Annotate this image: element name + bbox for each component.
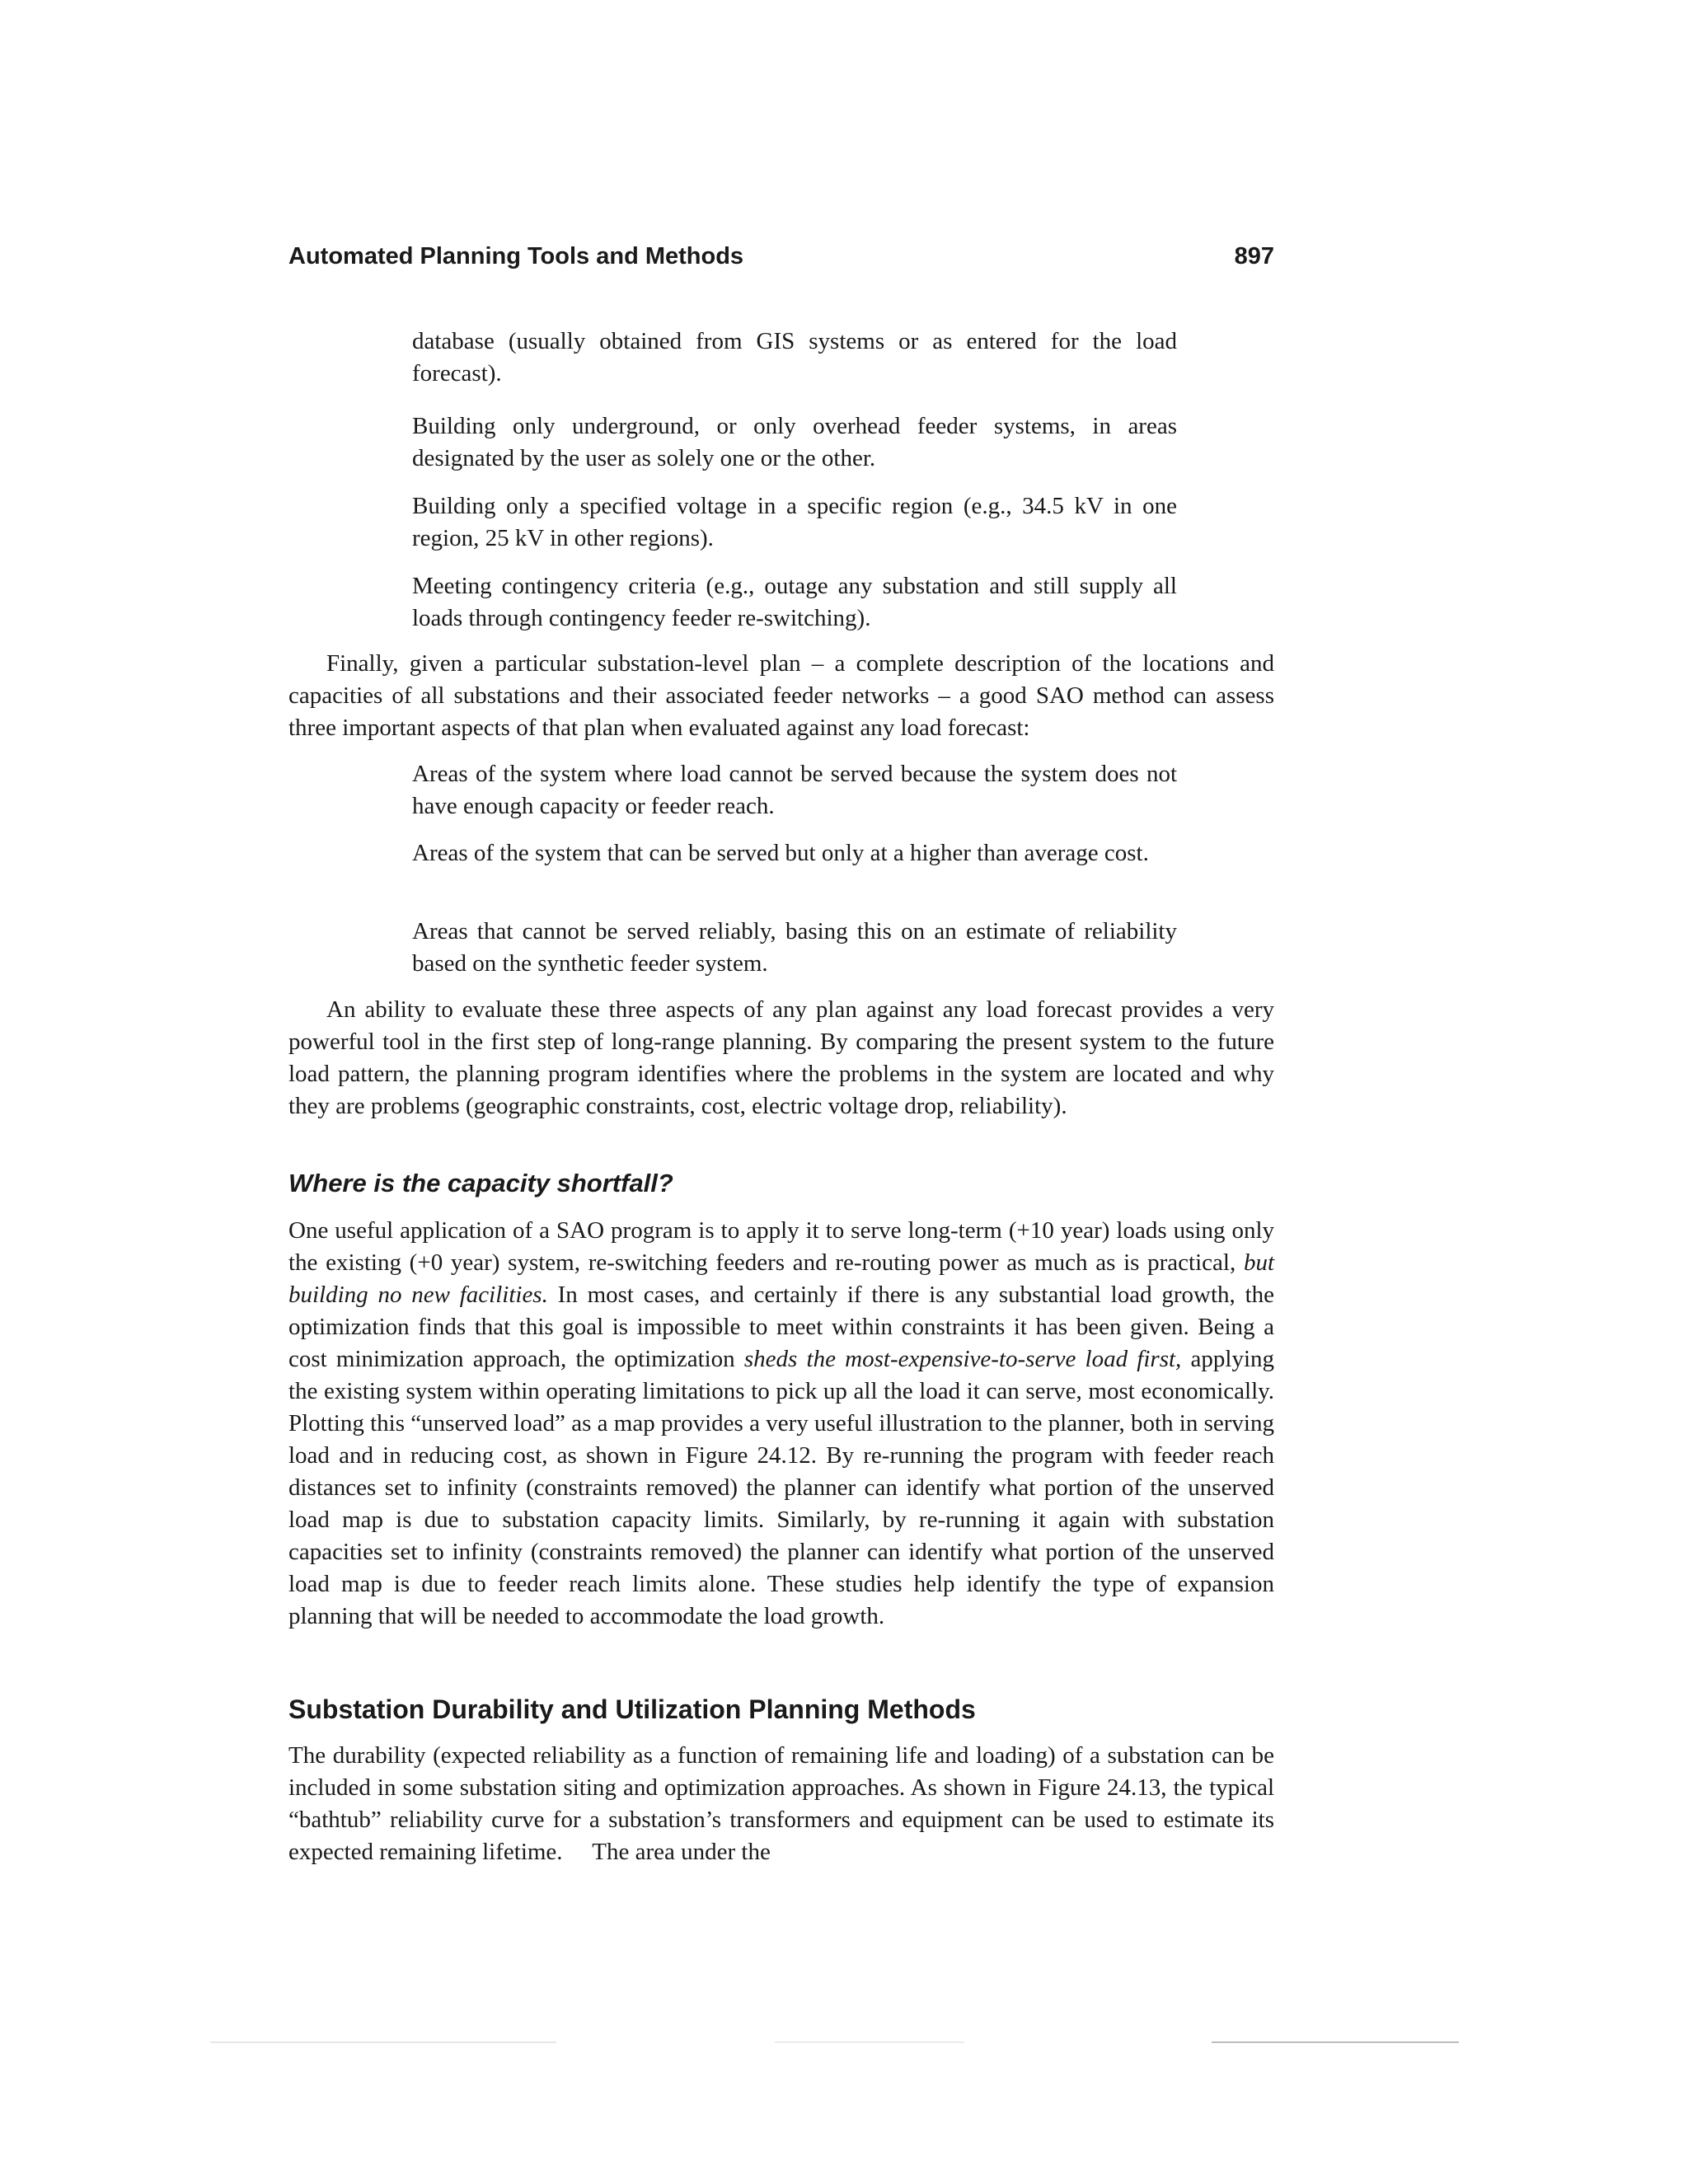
list-item: Areas that cannot be served reliably, basing this on an estimate of reliability based on the synthetic feeder system. <box>412 918 1177 977</box>
scan-artifact-line <box>1212 2041 1459 2043</box>
scan-artifact-line <box>775 2041 964 2043</box>
list-item: Building only underground, or only overhead feeder systems, in areas designated by the user as solely one or the other. <box>412 413 1177 471</box>
text-run: One useful application of a SAO program is to apply it to serve long-term (+10 year) loads using only the existing (+0 year) system, re-switching feeders and re-routing power as much as is practical, <box>288 1217 1274 1276</box>
scan-artifact-line <box>210 2041 556 2043</box>
emphasis-text: sheds the most-expensive-to-serve load first, <box>743 1346 1182 1372</box>
subheading-capacity-shortfall: Where is the capacity shortfall? <box>288 1169 673 1197</box>
list-item: Areas of the system where load cannot be served because the system does not have enough capacity or feeder reach. <box>412 761 1177 819</box>
page-number: 897 <box>1234 243 1274 269</box>
section-heading-substation-durability: Substation Durability and Utilization Planning Methods <box>288 1694 976 1724</box>
emphasis-text: but building no new facilities. <box>288 1249 1274 1308</box>
paragraph-finally: Finally, given a particular substation-level plan – a complete description of the locations and capacities of all substations and their associated feeder networks – a good SAO method can assess three important aspects of that plan when evaluated against any load forecast: <box>288 650 1274 741</box>
text-run: In most cases, and certainly if there is any substantial load growth, the optimization finds that this goal is impossible to meet within constraints it has been given. Being a cost minimization approach, the optimization <box>288 1282 1274 1372</box>
running-header <box>288 243 1274 279</box>
running-header-title: Automated Planning Tools and Methods <box>288 243 744 269</box>
paragraph-ability: An ability to evaluate these three aspects of any plan against any load forecast provides a very powerful tool in the first step of long-range planning. By comparing the present system to the future load pattern, the planning program identifies where the problems in the system are located and why they are problems (geographic constraints, cost, electric voltage drop, reliability). <box>288 996 1274 1119</box>
list-item: database (usually obtained from GIS systems or as entered for the load forecast). <box>412 328 1177 387</box>
list-item: Meeting contingency criteria (e.g., outage any substation and still supply all loads through contingency feeder re-switching). <box>412 573 1177 631</box>
paragraph-capacity-shortfall <box>288 1215 1274 1633</box>
text-run: applying the existing system within operating limitations to pick up all the load it can serve, most economically. Plotting this “unserved load” as a map provides a very useful illustration to the planner, both in serving load and in reducing cost, as shown in Figure 24.12. By re-running the program with feeder reach distances set to infinity (constraints removed) the planner can identify what portion of the unserved load map is due to substation capacity limits. Similarly, by re-running it again with substation capacities set to infinity (constraints removed) the planner can identify what portion of the unserved load map is due to feeder reach limits alone. These studies help identify the type of expansion planning that will be needed to accommodate the load growth. <box>288 1346 1274 1629</box>
list-item: Building only a specified voltage in a specific region (e.g., 34.5 kV in one region, 25 kV in other regions). <box>412 493 1177 551</box>
list-item: Areas of the system that can be served but only at a higher than average cost. <box>412 840 1149 866</box>
paragraph-durability: The durability (expected reliability as a function of remaining life and loading) of a substation can be included in some substation siting and optimization approaches. As shown in Figure 24.13, the typical “bathtub” reliability curve for a substation’s transformers and equipment can be used to estimate its expected remaining lifetime. The area under the <box>288 1742 1274 1865</box>
